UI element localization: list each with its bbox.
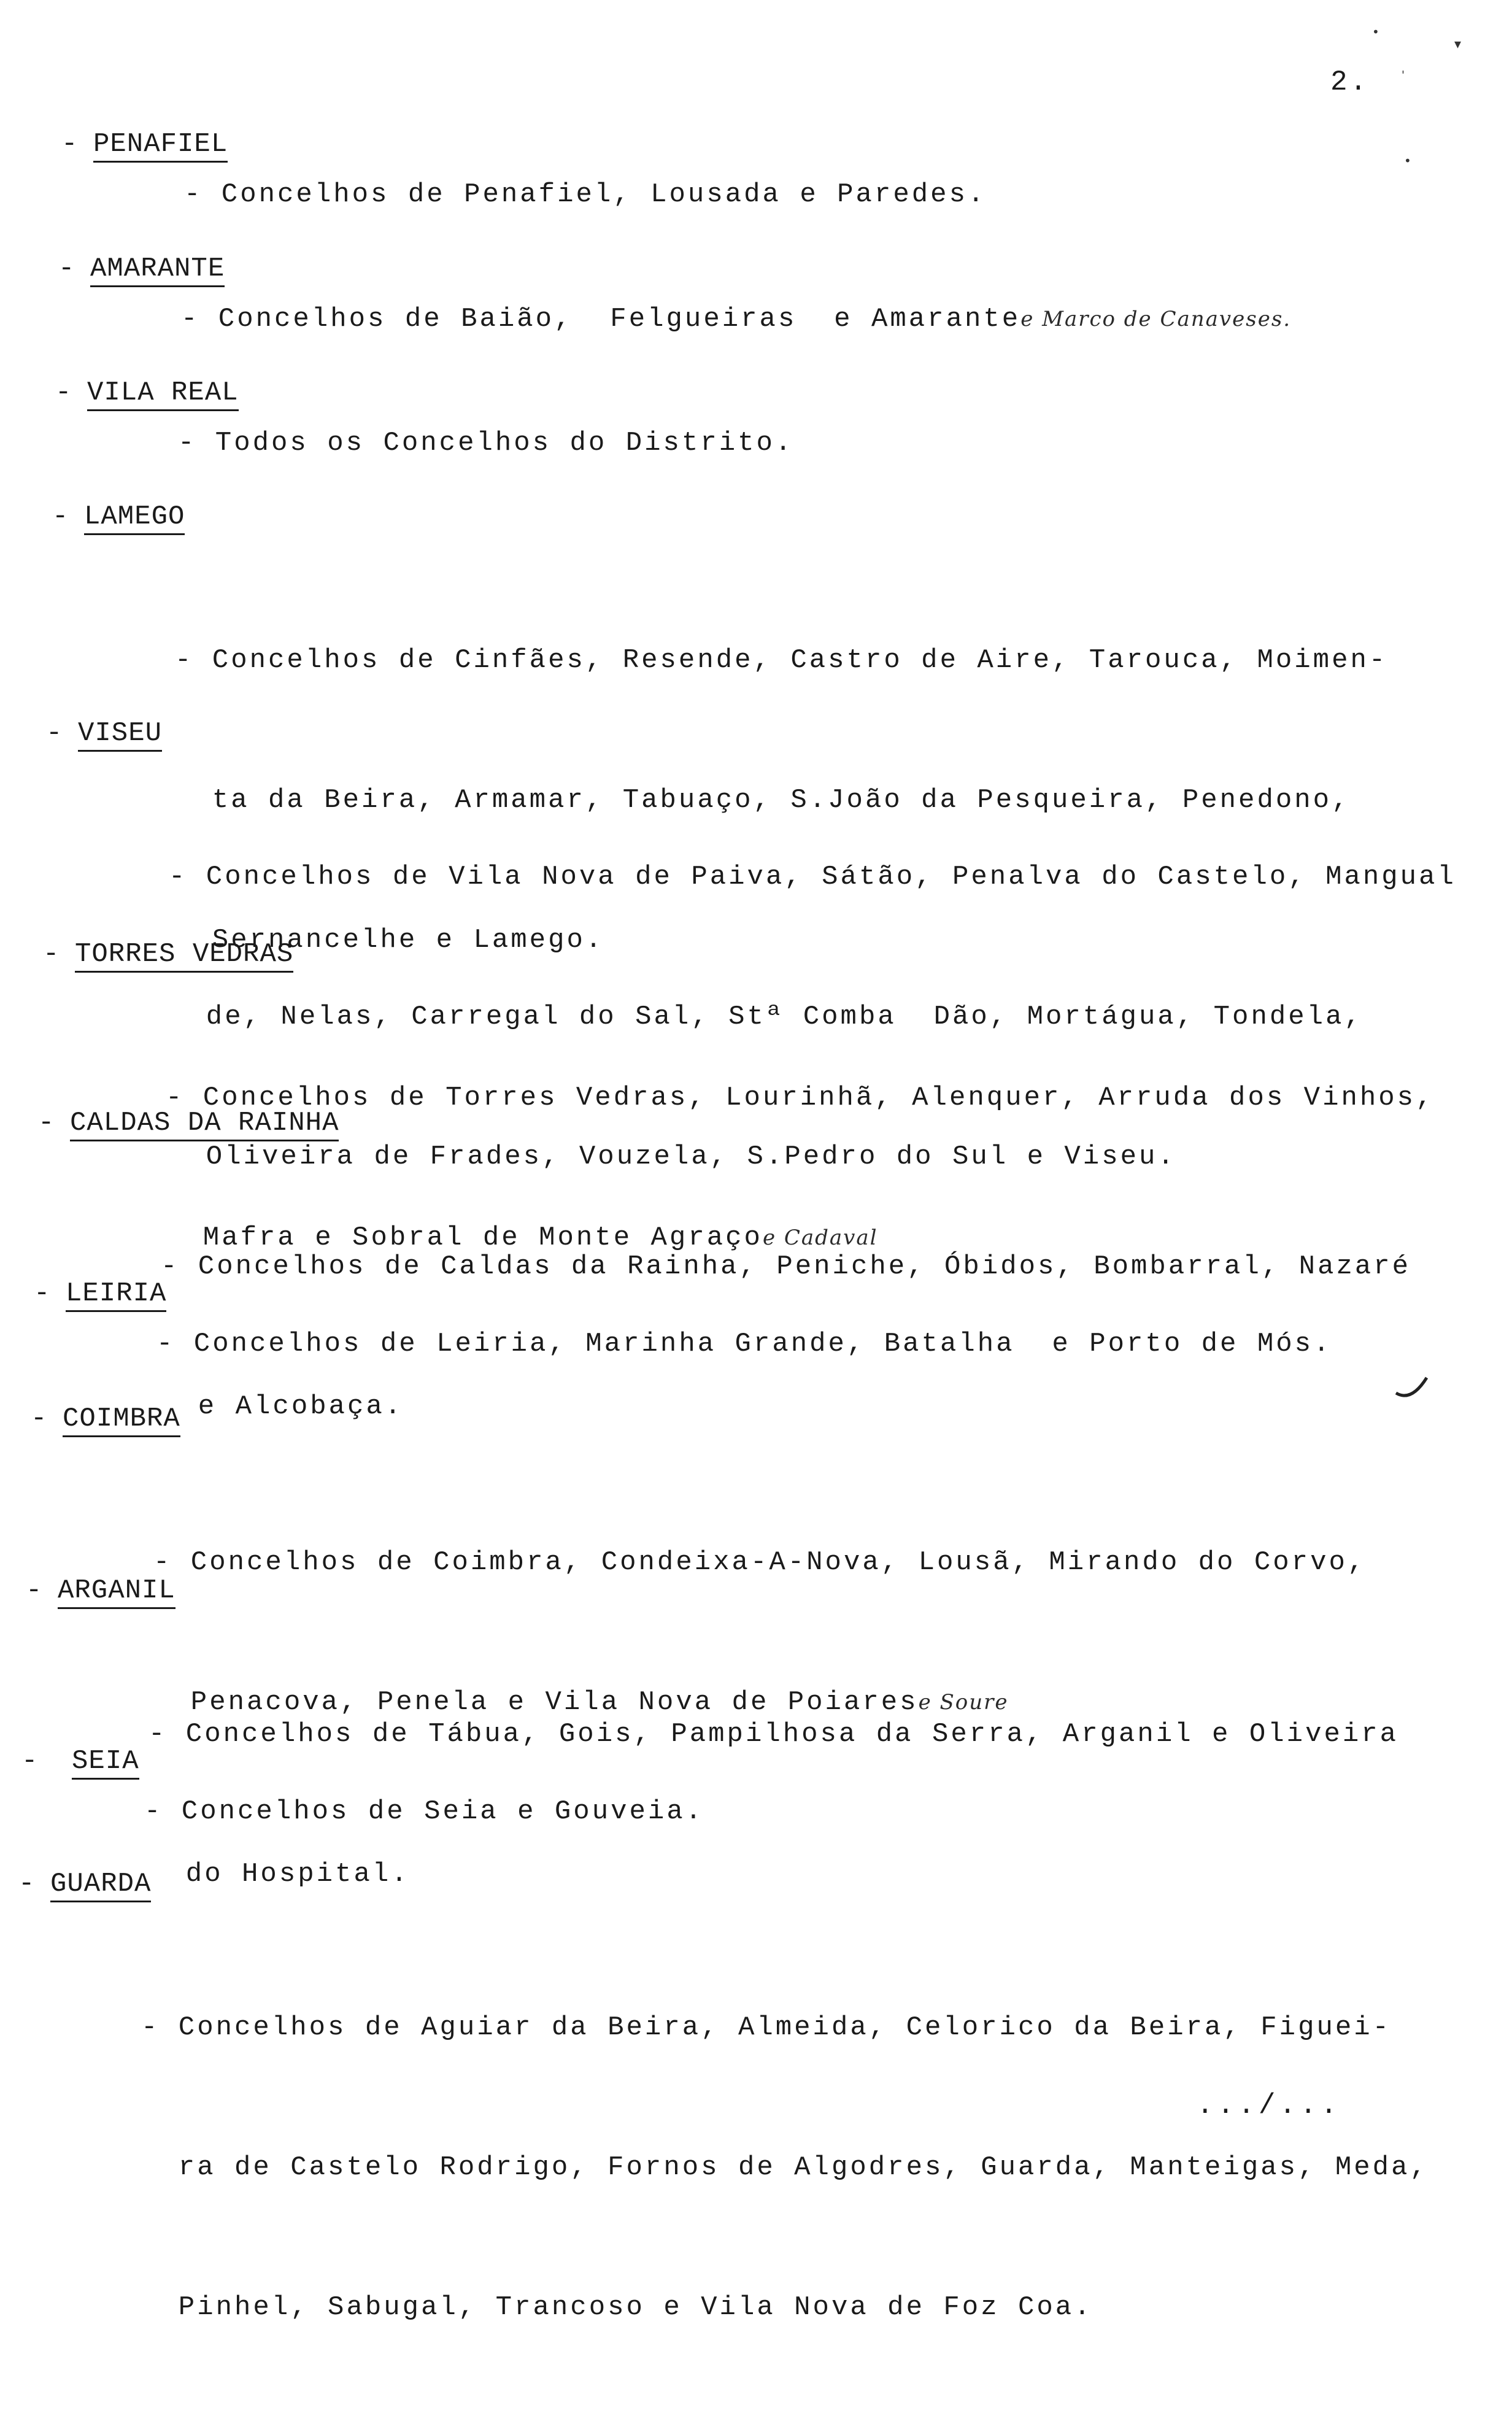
section-line: Sernancelhe e Lamego. <box>175 925 604 955</box>
handwritten-annotation: e Soure <box>918 1690 1009 1715</box>
section-caldas-da-rainha: - CALDAS DA RAINHA - Concelhos de Caldas da Rainha, Peniche, Óbidos, Bombarral, Nazaré e Alcobaça. <box>38 1105 1411 1523</box>
section-seia: - SEIA - Concelhos de Seia e Gouveia. <box>21 1743 704 1835</box>
section-heading: COIMBRA <box>63 1403 180 1437</box>
section-line: - Concelhos de Torres Vedras, Lourinhã, Alenquer, Arruda dos Vinhos, <box>166 1083 1435 1113</box>
section-line: - Todos os Concelhos do Distrito. <box>178 428 794 458</box>
section-line: ra de Castelo Rodrigo, Fornos de Algodres, Guarda, Manteigas, Meda, <box>141 2152 1429 2183</box>
scan-speck: ' <box>1402 69 1405 82</box>
page-number: 2. <box>1330 66 1370 98</box>
handwritten-annotation: e Marco de Canaveses. <box>1020 307 1292 331</box>
section-vila-real: - VILA REAL - Todos os Concelhos do Distrito. <box>55 374 793 466</box>
section-line: e Alcobaça. <box>161 1391 404 1422</box>
section-heading: VISEU <box>78 718 162 752</box>
section-line: - Concelhos de Caldas da Rainha, Peniche, Óbidos, Bombarral, Nazaré <box>161 1251 1411 1282</box>
scan-speck: ▾ <box>1454 37 1462 52</box>
section-line: - Concelhos de Coimbra, Condeixa-A-Nova, Lousã, Mirando do Corvo, <box>153 1547 1367 1578</box>
section-heading: LAMEGO <box>84 501 185 535</box>
section-line: - Concelhos de Tábua, Gois, Pampilhosa da Serra, Arganil e Oliveira <box>148 1719 1399 1750</box>
section-line: Oliveira de Frades, Vouzela, S.Pedro do Sul e Viseu. <box>169 1141 1176 1172</box>
section-penafiel: - PENAFIEL - Concelhos de Penafiel, Lousada e Paredes. <box>61 126 986 218</box>
section-line: - Concelhos de Penafiel, Lousada e Paredes. <box>184 179 987 210</box>
section-lamego: - LAMEGO - Concelhos de Cinfães, Resende, Castro de Aire, Tarouca, Moimen- ta da Beira, Armamar, Tabuaço, S.João da Pesqueira, Penedono, Sernancelhe e Lamego. <box>52 498 1387 1057</box>
section-heading: ARGANIL <box>58 1575 176 1609</box>
section-line: ta da Beira, Armamar, Tabuaço, S.João da Pesqueira, Penedono, <box>175 785 1351 816</box>
section-line: Penacova, Penela e Vila Nova de Poiares <box>153 1687 919 1718</box>
section-line: - Concelhos de Cinfães, Resende, Castro de Aire, Tarouca, Moimen- <box>175 645 1388 676</box>
section-line: - Concelhos de Leiria, Marinha Grande, Batalha e Porto de Mós. <box>156 1329 1332 1359</box>
section-heading: CALDAS DA RAINHA <box>70 1108 339 1141</box>
section-heading: PENAFIEL <box>93 129 228 163</box>
continuation-mark: .../... <box>1197 2090 1341 2121</box>
section-heading: GUARDA <box>50 1869 151 1902</box>
section-heading: SEIA <box>72 1746 139 1780</box>
section-heading: TORRES VEDRAS <box>75 939 293 973</box>
section-guarda: - GUARDA - Concelhos de Aguiar da Beira, Almeida, Celorico da Beira, Figuei- ra de Castelo Rodrigo, Fornos de Algodres, Guarda, Manteigas, Meda, Pinhel, Sabugal, Trancoso e Vila Nova de Foz Coa. <box>18 1866 1429 2424</box>
section-line: - Concelhos de Aguiar da Beira, Almeida, Celorico da Beira, Figuei- <box>141 2012 1392 2043</box>
section-line: do Hospital. <box>148 1859 410 1889</box>
section-torres-vedras: - TORRES VEDRAS - Concelhos de Torres Vedras, Lourinhã, Alenquer, Arruda dos Vinhos, Mafra e Sobral de Monte Agraçoe Cadaval <box>43 939 1435 1253</box>
section-line: - Concelhos de Baião, Felgueiras e Amarante <box>181 304 1021 334</box>
section-viseu: - VISEU - Concelhos de Vila Nova de Paiva, Sátão, Penalva do Castelo, Mangual de, Nelas, Carregal do Sal, Stª Comba Dão, Mortágua, Tondela, Oliveira de Frades, Vouzela, S.Pedro do Sul e Viseu. <box>46 715 1456 1273</box>
handwritten-annotation: e Cadaval <box>762 1226 878 1250</box>
scan-speck: • <box>1404 153 1411 168</box>
section-heading: LEIRIA <box>66 1278 166 1312</box>
section-heading: VILA REAL <box>87 377 239 411</box>
section-arganil: - ARGANIL - Concelhos de Tábua, Gois, Pampilhosa da Serra, Arganil e Oliveira do Hospital. <box>26 1572 1398 1991</box>
section-coimbra: - COIMBRA - Concelhos de Coimbra, Condeixa-A-Nova, Lousã, Mirando do Corvo, Penacova, Penela e Vila Nova de Poiarese Soure <box>31 1403 1367 1718</box>
section-amarante: - AMARANTE - Concelhos de Baião, Felgueiras e Amarantee Marco de Canaveses. <box>58 253 1292 334</box>
section-heading: AMARANTE <box>90 253 225 287</box>
section-line: - Concelhos de Vila Nova de Paiva, Sátão, Penalva do Castelo, Mangual <box>169 862 1456 892</box>
scan-curve-mark <box>1393 1375 1430 1405</box>
section-line: Pinhel, Sabugal, Trancoso e Vila Nova de Foz Coa. <box>141 2292 1093 2323</box>
scan-speck: • <box>1372 25 1379 39</box>
section-line: - Concelhos de Seia e Gouveia. <box>144 1796 704 1827</box>
section-leiria: - LEIRIA - Concelhos de Leiria, Marinha Grande, Batalha e Porto de Mós. <box>34 1275 1332 1367</box>
section-line: de, Nelas, Carregal do Sal, Stª Comba Dão, Mortágua, Tondela, <box>169 1002 1363 1032</box>
section-line: Mafra e Sobral de Monte Agraço <box>166 1222 763 1253</box>
